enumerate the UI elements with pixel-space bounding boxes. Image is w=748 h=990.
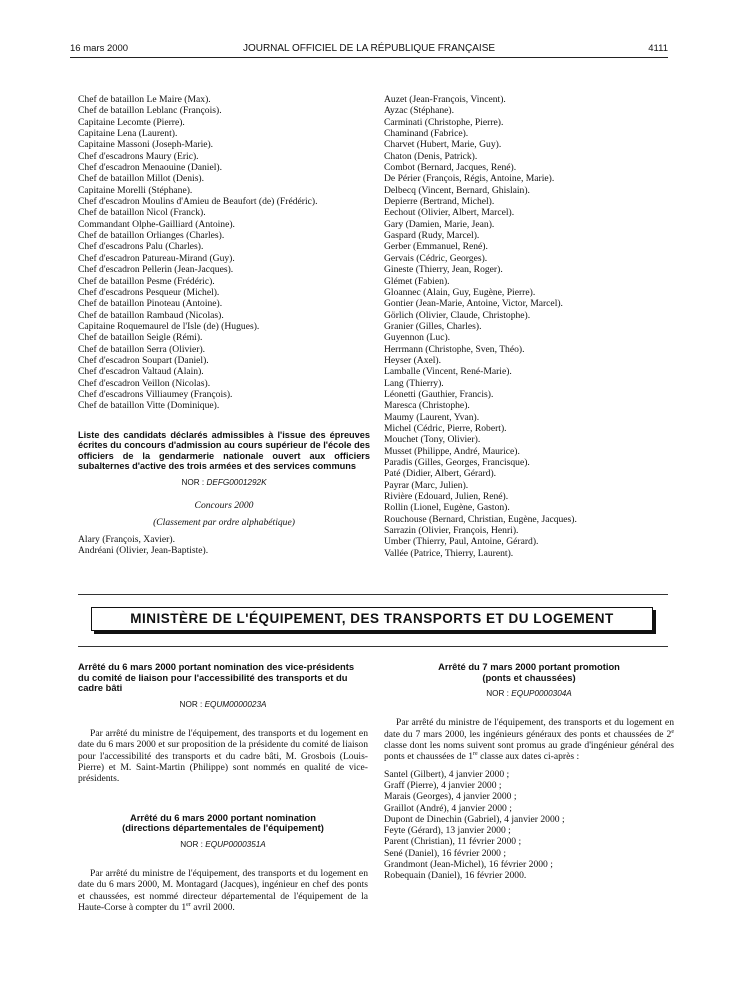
candidate-name: Carminati (Christophe, Pierre).	[384, 116, 504, 128]
promotion-entry: Feyte (Gérard), 13 janvier 2000 ;	[384, 825, 511, 837]
divider-top	[78, 594, 668, 595]
candidate-name: Herrmann (Christophe, Sven, Théo).	[384, 343, 525, 355]
nor-label: NOR :	[179, 699, 205, 709]
candidate-name: Lang (Thierry).	[384, 377, 444, 389]
promotion-entry: Graillot (André), 4 janvier 2000 ;	[384, 802, 512, 814]
list-item: Chef de bataillon Seigle (Rémi).	[78, 332, 203, 344]
candidate-name: Ayzac (Stéphane).	[384, 105, 454, 117]
page-header	[70, 43, 668, 58]
candidate-name: Michel (Cédric, Pierre, Robert).	[384, 422, 507, 434]
candidate-name: Mouchet (Tony, Olivier).	[384, 434, 481, 446]
arrete3-text-c: classe aux dates ci-après :	[477, 751, 580, 763]
list-item: Capitaine Roquemaurel de l'Isle (de) (Hugues).	[78, 320, 260, 332]
candidate-name: Sarrazin (Olivier, François, Henri).	[384, 525, 519, 537]
arrete2-text	[78, 868, 368, 913]
candidate-name: Granier (Gilles, Charles).	[384, 320, 482, 332]
arrete3-nor	[384, 688, 674, 699]
candidate-name: Chaton (Denis, Patrick).	[384, 150, 478, 162]
candidate-name: Depierre (Bertrand, Michel).	[384, 196, 495, 208]
promotion-entry: Graff (Pierre), 4 janvier 2000 ;	[384, 779, 502, 791]
nor-code: EQUM0000023A	[204, 699, 267, 709]
notice-title: Liste des candidats déclarés admissibles à l'issue des épreuves écrites du concours d'admission au cours supérieur de l'école des officiers de la gendarmerie nationale ouvert aux officiers subalternes d'active des trois armées et des services communs	[78, 429, 370, 472]
promotion-entry: Grandmont (Jean-Michel), 16 février 2000 ;	[384, 859, 553, 871]
arrete2-nor	[78, 839, 368, 850]
nor-code: EQUP0000304A	[511, 689, 572, 699]
right-column	[384, 94, 674, 559]
candidate-name: Alary (François, Xavier).	[78, 534, 175, 546]
candidate-name: Paté (Didier, Albert, Gérard).	[384, 468, 497, 480]
list-item: Capitaine Morelli (Stéphane).	[78, 184, 193, 196]
list-item: Chef de bataillon Nicol (Franck).	[78, 207, 206, 219]
list-item: Chef d'escadrons Palu (Charles).	[78, 241, 204, 253]
candidate-name: De Périer (François, Régis, Antoine, Marie).	[384, 173, 555, 185]
candidate-name: Léonetti (Gauthier, Francis).	[384, 388, 494, 400]
list-item: Chef de bataillon Serra (Olivier).	[78, 343, 206, 355]
candidate-name: Lamballe (Vincent, René-Marie).	[384, 366, 512, 378]
nor-code: DEFG0001292K	[206, 478, 267, 487]
candidate-name: Delbecq (Vincent, Bernard, Ghislain).	[384, 184, 530, 196]
arrete3-text-a: Par arrêté du ministre de l'équipement, des transports et du logement en date du 7 mars 2000, les ingénieurs généraux des ponts et chaussées de 2	[384, 717, 674, 740]
list-item: Chef d'escadron Pellerin (Jean-Jacques).	[78, 264, 234, 276]
list-item: Capitaine Lena (Laurent).	[78, 128, 178, 140]
list-item: Capitaine Massoni (Joseph-Marie).	[78, 139, 214, 151]
arrete3-text-b: classe dont les noms suivent sont promus au grade d'ingénieur général des ponts et chaussées de 1	[384, 740, 674, 763]
candidate-name: Charvet (Hubert, Marie, Guy).	[384, 139, 502, 151]
candidate-name: Gineste (Thierry, Jean, Roger).	[384, 264, 503, 276]
promotion-entry: Marais (Georges), 4 janvier 2000 ;	[384, 791, 517, 803]
list-item: Chef de bataillon Le Maire (Max).	[78, 94, 211, 105]
list-item: Chef d'escadrons Villiaumey (François).	[78, 388, 233, 400]
arrete2-text-a: Par arrêté du ministre de l'équipement, des transports et du logement en date du 6 mars 2000, M. Montagard (Jacques), ingénieur en chef des ponts et chaussées, est nommé directeur départemental de l'équipement de la Haute-Corse à compter du 1	[78, 868, 368, 913]
nor-label: NOR :	[180, 839, 206, 849]
arrete3-title-line2: (ponts et chaussées)	[482, 671, 576, 683]
promotion-entry: Parent (Christian), 11 février 2000 ;	[384, 836, 522, 848]
promotion-list	[384, 769, 674, 882]
classement-label: (Classement par ordre alphabétique)	[153, 516, 295, 528]
header-date: 16 mars 2000	[70, 43, 129, 54]
notice-nor	[78, 477, 370, 488]
list-item: Chef d'escadron Veillon (Nicolas).	[78, 377, 211, 389]
arrete2	[78, 813, 368, 914]
candidate-name: Görlich (Olivier, Claude, Christophe).	[384, 309, 531, 321]
concours-label: Concours 2000	[194, 500, 254, 512]
candidate-name: Rivière (Edouard, Julien, René).	[384, 491, 509, 503]
nor-label: NOR :	[181, 478, 207, 487]
list-item: Chef d'escadrons Maury (Eric).	[78, 150, 199, 162]
list-item: Commandant Olphe-Gailliard (Antoine).	[78, 218, 235, 230]
list-item: Chef de bataillon Millot (Denis).	[78, 173, 205, 185]
candidate-name: Rollin (Lionel, Eugène, Gaston).	[384, 502, 510, 514]
list-item: Chef de bataillon Rambaud (Nicolas).	[78, 309, 224, 321]
arrete3-sup2: re	[473, 751, 478, 758]
candidate-name: Gerber (Emmanuel, René).	[384, 241, 488, 253]
candidate-name: Maresca (Christophe).	[384, 400, 470, 412]
list-item: Chef d'escadron Soupart (Daniel).	[78, 354, 209, 366]
arrete1-text: Par arrêté du ministre de l'équipement, des transports et du logement en date du 6 mars 2000 et sur proposition de la présidente du comité de liaison pour l'accessibilité des transports et du cadre bâti, M. Grosbois (Louis-Pierre) et M. Saint-Martin (Philippe) sont nommés en qualité de vice-présidents.	[78, 728, 368, 785]
candidate-name: Chaminand (Fabrice).	[384, 128, 469, 140]
candidate-name: Gontier (Jean-Marie, Antoine, Victor, Marcel).	[384, 298, 563, 310]
arretes-left-column	[78, 662, 368, 913]
list-item: Chef d'escadrons Pesqueur (Michel).	[78, 286, 220, 298]
right-name-list	[384, 94, 674, 559]
promotion-entry: Sené (Daniel), 16 février 2000 ;	[384, 847, 507, 859]
arrete3-title-line1: Arrêté du 7 mars 2000 portant promotion	[438, 661, 620, 672]
promotion-entry: Santel (Gilbert), 4 janvier 2000 ;	[384, 768, 510, 780]
nor-code: EQUP0000351A	[205, 839, 266, 849]
promotion-entry: Robequain (Daniel), 16 février 2000.	[384, 870, 527, 882]
list-item: Capitaine Lecomte (Pierre).	[78, 116, 185, 128]
candidate-name: Eechout (Olivier, Albert, Marcel).	[384, 207, 515, 219]
candidate-name: Gloannec (Alain, Guy, Eugène, Pierre).	[384, 286, 536, 298]
list-item: Chef de bataillon Leblanc (François).	[78, 105, 222, 117]
candidate-name: Payrar (Marc, Julien).	[384, 479, 469, 491]
ministry-heading: MINISTÈRE DE L'ÉQUIPEMENT, DES TRANSPORTS ET DU LOGEMENT	[91, 607, 653, 631]
candidate-name: Umber (Thierry, Paul, Antoine, Gérard).	[384, 536, 539, 548]
arrete1-title: Arrêté du 6 mars 2000 portant nomination des vice-présidents du comité de liaison pour l'accessibilité des transports et du cadre bâti	[78, 661, 355, 694]
candidate-name: Guyennon (Luc).	[384, 332, 451, 344]
candidate-name: Paradis (Gilles, Georges, Francisque).	[384, 457, 530, 468]
divider-bottom	[78, 646, 668, 647]
arrete2-title-line2: (directions départementales de l'équipement)	[122, 822, 324, 834]
list-item: Chef d'escadron Valtaud (Alain).	[78, 366, 204, 378]
list-item: Chef de bataillon Pinoteau (Antoine).	[78, 298, 223, 310]
candidate-name: Vallée (Patrice, Thierry, Laurent).	[384, 547, 514, 559]
arrete3-sup1: e	[671, 728, 674, 735]
header-title: JOURNAL OFFICIEL DE LA RÉPUBLIQUE FRANÇAISE	[242, 43, 496, 54]
arrete2-text-b: avril 2000.	[190, 901, 235, 913]
candidate-name: Glémet (Fabien).	[384, 275, 450, 287]
page-number: 4111	[648, 43, 668, 54]
candidate-name: Heyser (Axel).	[384, 354, 442, 366]
left-column	[78, 94, 370, 557]
candidate-name: Musset (Philippe, André, Maurice).	[384, 445, 520, 457]
arrete1-nor	[78, 699, 368, 710]
candidate-name: Maumy (Laurent, Yvan).	[384, 411, 480, 423]
arrete2-title-line1: Arrêté du 6 mars 2000 portant nomination	[130, 811, 316, 823]
candidate-name: Andréani (Olivier, Jean-Baptiste).	[78, 545, 209, 557]
promotion-entry: Dupont de Dinechin (Gabriel), 4 janvier 2000 ;	[384, 813, 565, 825]
list-item: Chef de bataillon Orlianges (Charles).	[78, 230, 225, 242]
nor-label: NOR :	[486, 689, 512, 699]
candidate-name: Auzet (Jean-François, Vincent).	[384, 94, 506, 105]
arrete2-sup: er	[186, 901, 191, 908]
candidate-list-start	[78, 534, 370, 557]
candidate-name: Gaspard (Rudy, Marcel).	[384, 230, 480, 242]
list-item: Chef d'escadron Patureau-Mirand (Guy).	[78, 252, 235, 264]
arretes-right-column	[384, 662, 674, 882]
left-name-list	[78, 94, 370, 412]
candidate-name: Rouchouse (Bernard, Christian, Eugène, Jacques).	[384, 513, 577, 525]
candidate-name: Gary (Damien, Marie, Jean).	[384, 218, 495, 230]
list-item: Chef d'escadron Menaouine (Daniel).	[78, 162, 222, 174]
list-item: Chef d'escadron Moulins d'Amieu de Beaufort (de) (Frédéric).	[78, 196, 318, 208]
list-item: Chef de bataillon Pesme (Frédéric).	[78, 275, 215, 287]
list-item: Chef de bataillon Vitte (Dominique).	[78, 400, 220, 412]
candidate-name: Gervais (Cédric, Georges).	[384, 252, 488, 264]
candidate-name: Combot (Bernard, Jacques, René).	[384, 162, 517, 174]
arrete3-text	[384, 717, 674, 762]
